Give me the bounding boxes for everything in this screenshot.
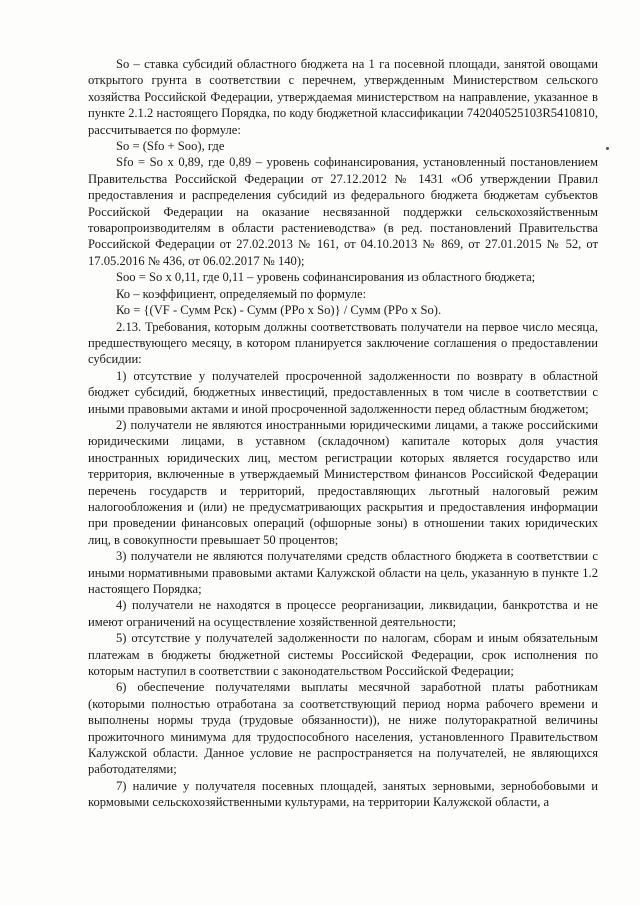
- requirement-item-5: 5) отсутствие у получателей задолженности по налогам, сборам и иным обязательным платежам в бюджеты бюджетной системы Российской Федерации, срок исполнения по которым наступил в соответствии с законодательством Российской Федерации;: [88, 631, 598, 679]
- requirement-item-4: 4) получатели не находятся в процессе реорганизации, ликвидации, банкротства и не имеют ограничений на осуществление хозяйственной деятельности;: [88, 598, 598, 629]
- paragraph-sfo-definition: Sfo = So х 0,89, где 0,89 – уровень софинансирования, установленный постановлением Правительства Российской Федерации от 27.12.2012 № 1431 «Об утверждении Правил предоставления и распределения субсидий из федерального бюджета бюджетам субъектов Российской Федерации на оказание несвязанной поддержки сельскохозяйственным товаропроизводителям в области растениеводства» (в ред. постановлений Правительства Российской Федерации от 27.02.2013 № 161, от 04.10.2013 № 869, от 27.01.2015 № 52, от 17.05.2016 № 436, от 06.02.2017 № 140);: [88, 155, 598, 268]
- requirement-item-7: 7) наличие у получателя посевных площадей, занятых зерновыми, зернобобовыми и кормовыми сельскохозяйственными культурами, на территории Калужской области, а: [88, 778, 598, 810]
- formula-ko: Ко = {(VF - Сумм Рск) - Сумм (РРо х So)} / Сумм (РРо х So).: [116, 303, 442, 318]
- formula-so: So = (Sfo + Soo), где: [116, 139, 225, 154]
- requirement-item-1: 1) отсутствие у получателей просроченной задолженности по возврату в областной бюджет субсидий, бюджетных инвестиций, предоставленных в том числе в соответствии с иными правовыми актами и иной просроченной задолженности перед областным бюджетом;: [88, 368, 598, 416]
- formula-soo: Soo = So х 0,11, где 0,11 – уровень софинансирования из областного бюджета;: [116, 270, 536, 285]
- paragraph-so-definition: So – ставка субсидий областного бюджета на 1 га посевной площади, занятой овощами открытого грунта в соответствии с перечнем, утвержденным Министерством сельского хозяйства Российской Федерации, утверждаемая министерством на направление, указанное в пункте 2.1.2 настоящего Порядка, по коду бюджетной классификации 742040525103R5410810, рассчитывается по формуле:: [88, 57, 598, 137]
- scan-speck: [606, 147, 609, 150]
- document-body: [88, 56, 598, 811]
- requirement-item-6: 6) обеспечение получателями выплаты месячной заработной платы работникам (которыми полностью отработана за соответствующий период норма рабочего времени и выполнены нормы труда (трудовые обязанности)), не ниже полуторакратной величины прожиточного минимума для трудоспособного населения, установленного Правительством Калужской области. Данное условие не распространяется на получателей, не являющихся работодателями;: [88, 680, 598, 777]
- paragraph-ko-definition: Ко – коэффициент, определяемый по формуле:: [116, 286, 367, 301]
- requirement-item-3: 3) получатели не являются получателями средств областного бюджета в соответствии с иными нормативными правовыми актами Калужской области на цель, указанную в пункте 1.2 настоящего Порядка;: [88, 549, 598, 596]
- paragraph-requirements-heading: 2.13. Требования, которым должны соответствовать получатели на первое число месяца, предшествующего месяцу, в котором планируется заключение соглашения о предоставлении субсидии:: [88, 319, 598, 367]
- requirement-item-2: 2) получатели не являются иностранными юридическими лицами, а также российскими юридическими лицами, в уставном (складочном) капитале которых доля участия иностранных юридических лиц, местом регистрации которых является государство или территория, включенные в утверждаемый Министерством финансов Российской Федерации перечень государств и территорий, предоставляющих льготный налоговый режим налогообложения и (или) не предусматривающих раскрытия и предоставления информации при проведении финансовых операций (офшорные зоны) в отношении таких юридических лиц, в совокупности превышает 50 процентов;: [88, 417, 598, 547]
